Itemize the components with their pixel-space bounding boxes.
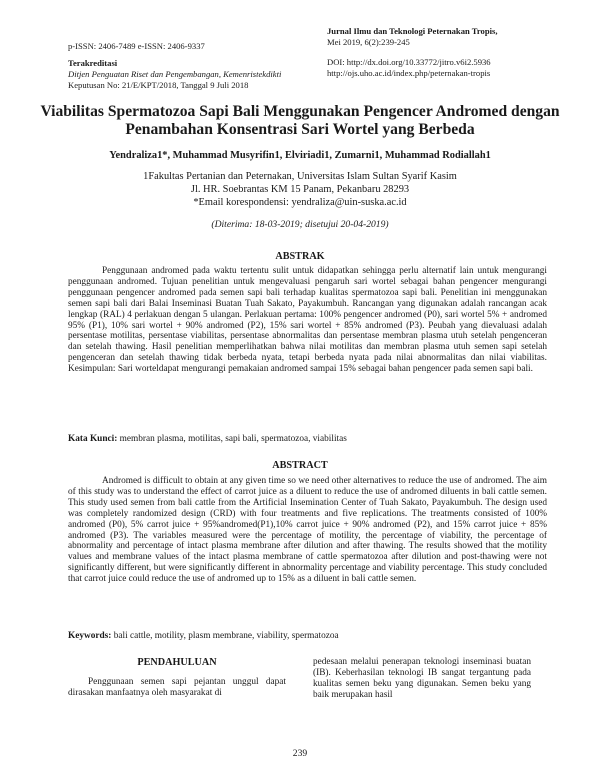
paper-title-line-1: Viabilitas Spermatozoa Sapi Bali Menggunakan Pengencer Andromed dengan (40, 103, 560, 120)
journal-url-link[interactable]: http://ojs.uho.ac.id/index.php/peternakan-tropis (327, 68, 491, 78)
abstract-heading: ABSTRACT (272, 460, 328, 471)
abstrak-text: Penggunaan andromed pada waktu tertentu sulit untuk didapatkan sehingga perlu alternatif lain untuk mengurangi penggunaan andromed. Tujuan penelitian untuk mengevaluasi pengaruh sari wortel sebagai bahan pengencer mengurangi penggunaan pengencer andromed pada semen sapi bali terhadap kualitas spermatozoa sapi bali. Penelitian ini menggunakan semen sapi bali dari Balai Inseminasi Buatan Tuah Sakato, Payakumbuh. Rancangan yang digunakan adalah rancangan acak lengkap (RAL) 4 perlakuan dengan 5 ulangan. Perlakuan pertama: 100% pengencer andromed (P0), sari wortel 5% + andromed 95% (P1), 10% sari wortel + 90% andromed (P2), 15% sari wortel + 85% andromed (P3). Peubah yang dievaluasi adalah persentase motilitas, persentase viabilitas, persentase abnormalitas dan persentase membran plasma utuh setelah pengenceran dan setelah thawing. Hasil penelitian memperlihatkan bahwa nilai motilitas dan membran plasma utuh semen sapi setelah pengenceran dan setelah thawing tidak berbeda nyata, tetapi berbeda nyata pada nilai abnormalitas dan nilai viabilitas. Kesimpulan: Sari worteldapat mengurangi pemakaian andromed sampai 15% sebagai bahan pengencer pada semen sapi bali. (68, 266, 547, 375)
affiliation-line-1: 1Fakultas Pertanian dan Peternakan, Universitas Islam Sultan Syarif Kasim (143, 171, 457, 182)
accreditation-line-1: Ditjen Penguatan Riset dan Pengembangan, Kemenristekdikti (68, 69, 282, 79)
page-number: 239 (292, 748, 308, 759)
accreditation-title: Terakreditasi (68, 58, 118, 68)
journal-issue: Mei 2019, 6(2):239-245 (327, 37, 410, 47)
affiliation-line-2: Jl. HR. Soebrantas KM 15 Panam, Pekanbaru 28293 (190, 184, 410, 195)
intro-right-column: pedesaan melalui penerapan teknologi inseminasi buatan (IB). Keberhasilan teknologi IB sangat tergantung pada kualitas semen beku yang digunakan. Semen beku yang baik merupakan hasil (313, 657, 531, 700)
affiliation (40, 170, 560, 209)
accreditation-line-2: Keputusan No: 21/E/KPT/2018, Tanggal 9 Juli 2018 (68, 80, 249, 90)
keywords-label: Keywords: (68, 631, 112, 641)
kata-kunci-label: Kata Kunci: (68, 434, 118, 444)
pendahuluan-heading: PENDAHULUAN (137, 657, 217, 668)
kata-kunci-text: membran plasma, motilitas, sapi bali, spermatozoa, viabilitas (117, 434, 347, 444)
abstrak-heading: ABSTRAK (275, 251, 325, 262)
doi-link[interactable]: DOI: http://dx.doi.org/10.33772/jitro.v6i2.5936 (327, 57, 491, 67)
keywords-text: bali cattle, motility, plasm membrane, viability, spermatozoa (111, 631, 339, 641)
issn-line: p-ISSN: 2406-7489 e-ISSN: 2406-9337 (68, 41, 205, 51)
keywords (68, 631, 547, 641)
kata-kunci (68, 434, 547, 444)
submission-dates: (Diterima: 18-03-2019; disetujui 20-04-2019) (211, 219, 389, 230)
journal-name: Jurnal Ilmu dan Teknologi Peternakan Tropis, (327, 26, 498, 36)
paper-title (40, 103, 560, 139)
intro-left-column: Penggunaan semen sapi pejantan unggul dapat dirasakan manfaatnya oleh masyarakat di (68, 677, 286, 698)
author-list: Yendraliza1*, Muhammad Musyrifin1, Elviriadi1, Zumarni1, Muhammad Rodiallah1 (109, 150, 491, 161)
affiliation-email: *Email korespondensi: yendraliza@uin-suska.ac.id (193, 197, 407, 208)
abstract-text: Andromed is difficult to obtain at any given time so we need other alternatives to reduce the use of andromed. The aim of this study was to understand the effect of carrot juice as a diluent to reduce the use of andromed diluents in bali cattle semen. This study used semen from bali cattle from the Artificial Insemination Center of Tuah Sakato, Payakumbuh. The design used was completely randomized design (CRD) with four treatments and five replications. The treatments consisted of 100% andromed (P0), 5% carrot juice + 95%andromed(P1),10% carrot juice + 90% andromed (P2), and 15% carrot juice + 85% andromed (P3). The variables measured were the percentage of motility, the percentage of viability, the percentage of abnormality and percentage of intact plasma membrane after dilution and after thawing. The results showed that the motility values and membrane values of the intact plasma membrane of cattle spermatozoa after dilution and post-thawing were not significantly different, but were significantly different in abnormality percentage and viability percentage. This study concluded that carrot juice could reduce the use of andromed up to 15% as a diluent in bali cattle semen. (68, 476, 547, 585)
paper-title-line-2: Penambahan Konsentrasi Sari Wortel yang Berbeda (125, 121, 475, 138)
